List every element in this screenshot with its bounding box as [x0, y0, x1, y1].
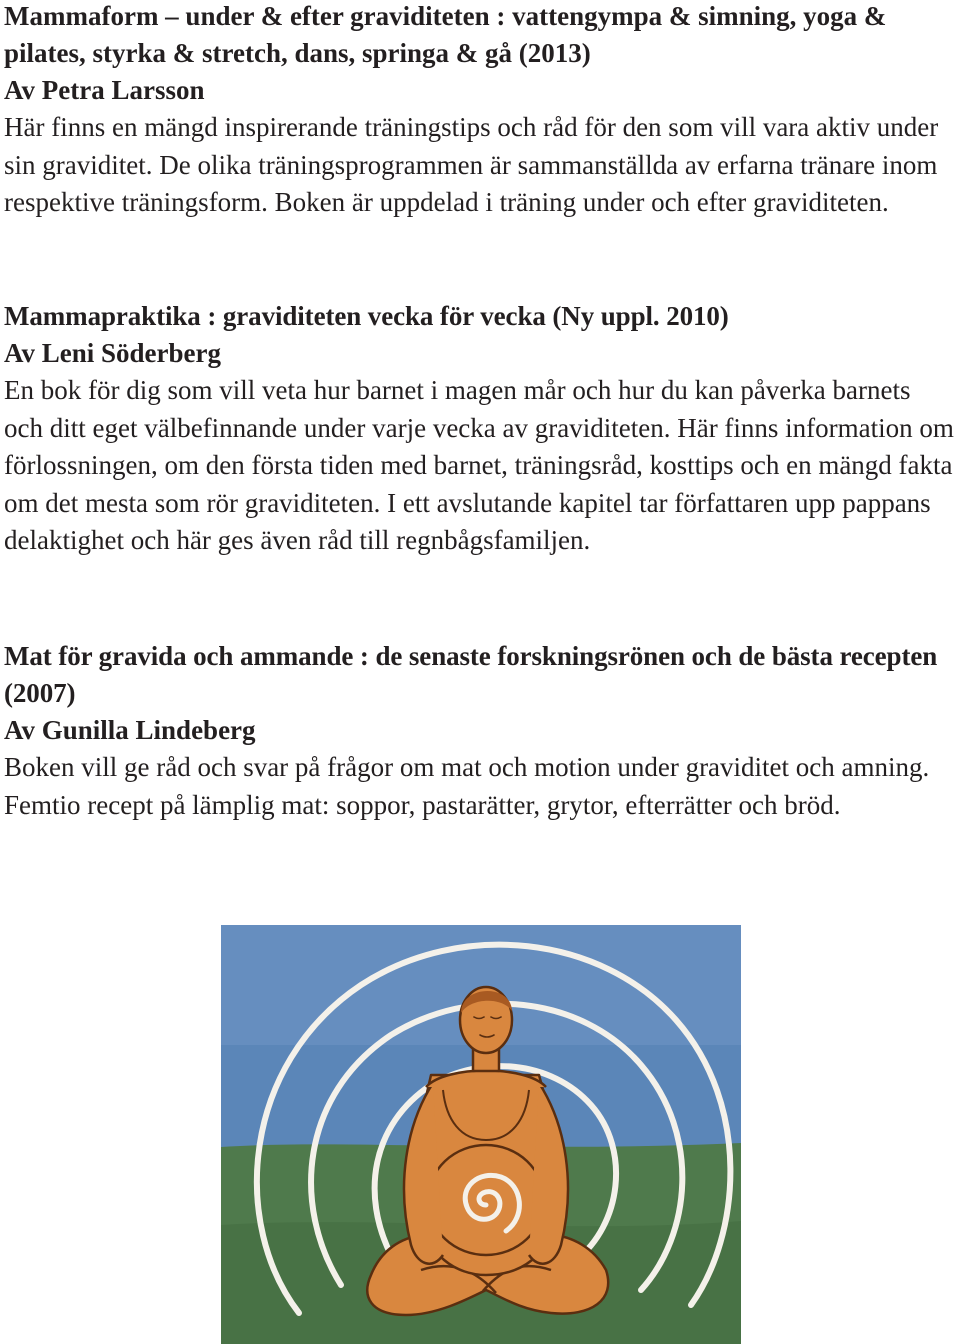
- belly: [428, 1145, 544, 1255]
- illustration-svg: [221, 925, 741, 1344]
- book-description: En bok för dig som vill veta hur barnet i magen mår och hur du kan påverka barnets och ditt eget välbefinnande under varje vecka av graviditeten. Här finns information om förlossningen, om den första tiden med barnet, träningsråd, kosttips och en mängd fakta om det mesta som rör graviditeten. I ett avslutande kapitel tar författaren upp pappans delaktighet och här ges även råd till regnbågsfamiljen.: [4, 375, 954, 555]
- book-title: Mat för gravida och ammande : de senaste forskningsrönen och de bästa recepten (2007): [4, 641, 938, 708]
- book-author: Av Leni Söderberg: [4, 338, 221, 368]
- book-author: Av Gunilla Lindeberg: [4, 715, 256, 745]
- book-description: Boken vill ge råd och svar på frågor om mat och motion under graviditet och amning. Femtio recept på lämplig mat: soppor, pastarätter, grytor, efterrätter och bröd.: [4, 752, 930, 820]
- book-entry: [4, 298, 956, 560]
- book-entry: [4, 0, 956, 222]
- book-title: Mammaform – under & efter graviditeten : vattengympa & simning, yoga & pilates, styrka & stretch, dans, springa & gå (2013): [4, 1, 887, 68]
- book-title: Mammapraktika : graviditeten vecka för vecka (Ny uppl. 2010): [4, 301, 729, 331]
- book-author: Av Petra Larsson: [4, 75, 205, 105]
- book-entry: [4, 638, 956, 824]
- book-description: Här finns en mängd inspirerande träningstips och råd för den som vill vara aktiv under sin graviditet. De olika träningsprogrammen är sammanställda av erfarna tränare inom respektive träningsform. Boken är uppdelad i träning under och efter graviditeten.: [4, 112, 939, 217]
- meditating-pregnant-woman-illustration: [221, 925, 741, 1344]
